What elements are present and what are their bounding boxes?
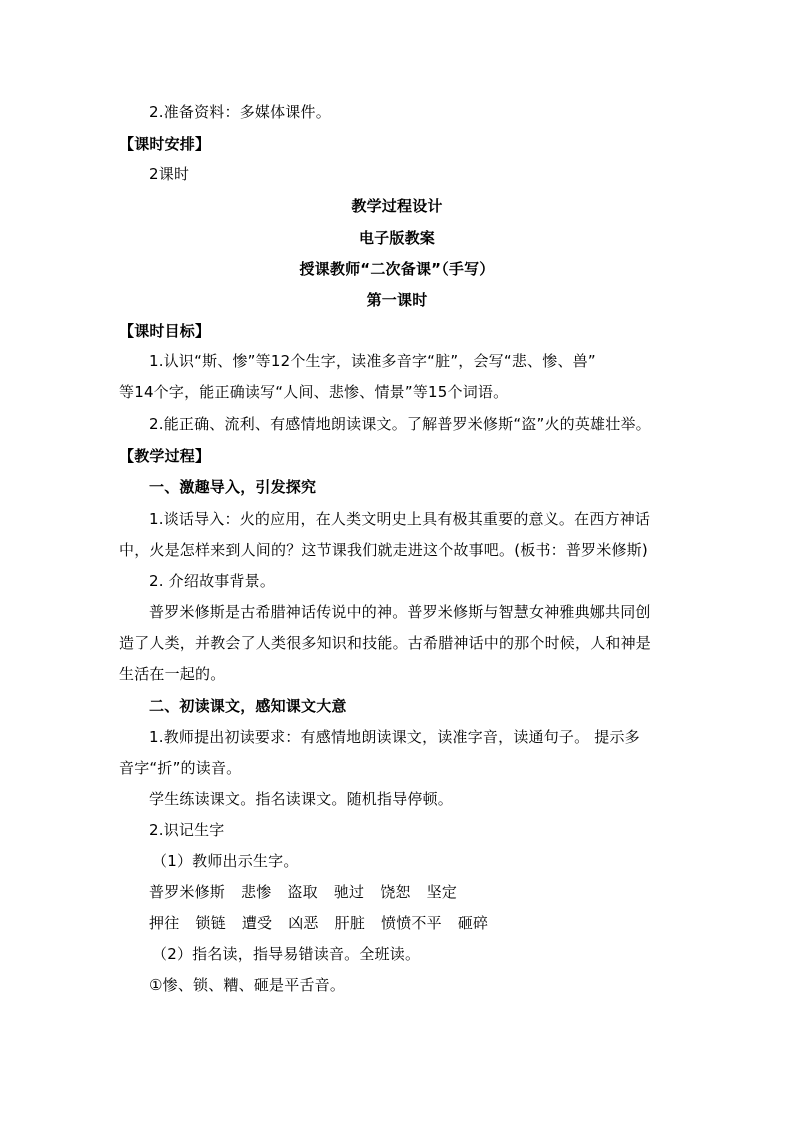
section-2-p3: 2.识记生字 [149, 821, 225, 839]
goal-1-line-1: 1.认识“斯、惨”等12个生字，读准多音字“脏”，会写“悲、惨、兽” [149, 352, 596, 370]
edition-title: 电子版教案 [358, 229, 435, 247]
design-title: 教学过程设计 [351, 197, 443, 215]
section-2-sub-2: （2）指名读，指导易错读音。全班读。 [152, 945, 421, 963]
vocab-word: 普罗米修斯 [149, 883, 226, 901]
schedule-heading: 【课时安排】 [119, 135, 211, 153]
process-heading: 【教学过程】 [119, 447, 211, 465]
vocab-row-2 [149, 913, 504, 933]
vocab-word: 砸碎 [457, 914, 489, 932]
vocab-word: 驰过 [333, 883, 365, 901]
vocab-word: 押往 [149, 914, 180, 932]
section-1-p1-line-1: 1.谈话导入：火的应用，在人类文明史上具有极其重要的意义。在西方神话 [149, 510, 651, 528]
goal-1-line-2: 等14个字，能正确读写“人间、悲惨、情景”等15个词语。 [119, 383, 509, 401]
section-1-p3-line-2: 造了人类，并教会了人类很多知识和技能。古希腊神话中的那个时候，人和神是 [119, 634, 652, 652]
section-2-title: 二、初读课文，感知课文大意 [149, 697, 347, 715]
section-1-p3-line-3: 生活在一起的。 [119, 665, 226, 683]
section-2-sub-1: （1）教师出示生字。 [152, 852, 299, 870]
section-2-p2: 学生练读课文。指名读课文。随机指导停顿。 [149, 790, 454, 808]
section-1-p1-line-2: 中，火是怎样来到人间的？这节课我们就走进这个故事吧。(板书：普罗米修斯) [119, 541, 648, 559]
vocab-word: 遭受 [241, 914, 273, 932]
schedule-value: 2课时 [149, 165, 190, 183]
vocab-word: 悲惨 [241, 883, 272, 901]
section-1-p3-line-1: 普罗米修斯是古希腊神话传说中的神。普罗米修斯与智慧女神雅典娜共同创 [149, 603, 651, 621]
vocab-word: 坚定 [426, 883, 458, 901]
vocab-row-1 [149, 882, 473, 902]
section-2-note-1: ①惨、锁、糟、砸是平舌音。 [149, 976, 346, 994]
vocab-word: 愤愤不平 [381, 914, 442, 932]
vocab-word: 饶恕 [380, 883, 411, 901]
section-1-p2: 2. 介绍故事背景。 [149, 572, 276, 590]
goals-heading: 【课时目标】 [119, 322, 211, 340]
vocab-word: 肝脏 [334, 914, 366, 932]
section-2-p1-line-2: 音字“折”的读音。 [119, 759, 242, 777]
section-2-p1-line-1: 1.教师提出初读要求：有感情地朗读课文，读准字音，读通句子。 提示多 [149, 728, 640, 746]
lesson-title: 第一课时 [366, 291, 428, 309]
vocab-word: 锁链 [195, 914, 226, 932]
goal-2: 2.能正确、流利、有感情地朗读课文。了解普罗米修斯“盗”火的英雄壮举。 [149, 415, 651, 433]
vocab-word: 凶恶 [288, 914, 319, 932]
teacher-note-title: 授课教师“二次备课”（手写） [299, 260, 495, 278]
section-1-title: 一、激趣导入，引发探究 [149, 478, 317, 496]
prep-item-2: 2.准备资料：多媒体课件。 [149, 103, 331, 121]
vocab-word: 盗取 [287, 883, 318, 901]
